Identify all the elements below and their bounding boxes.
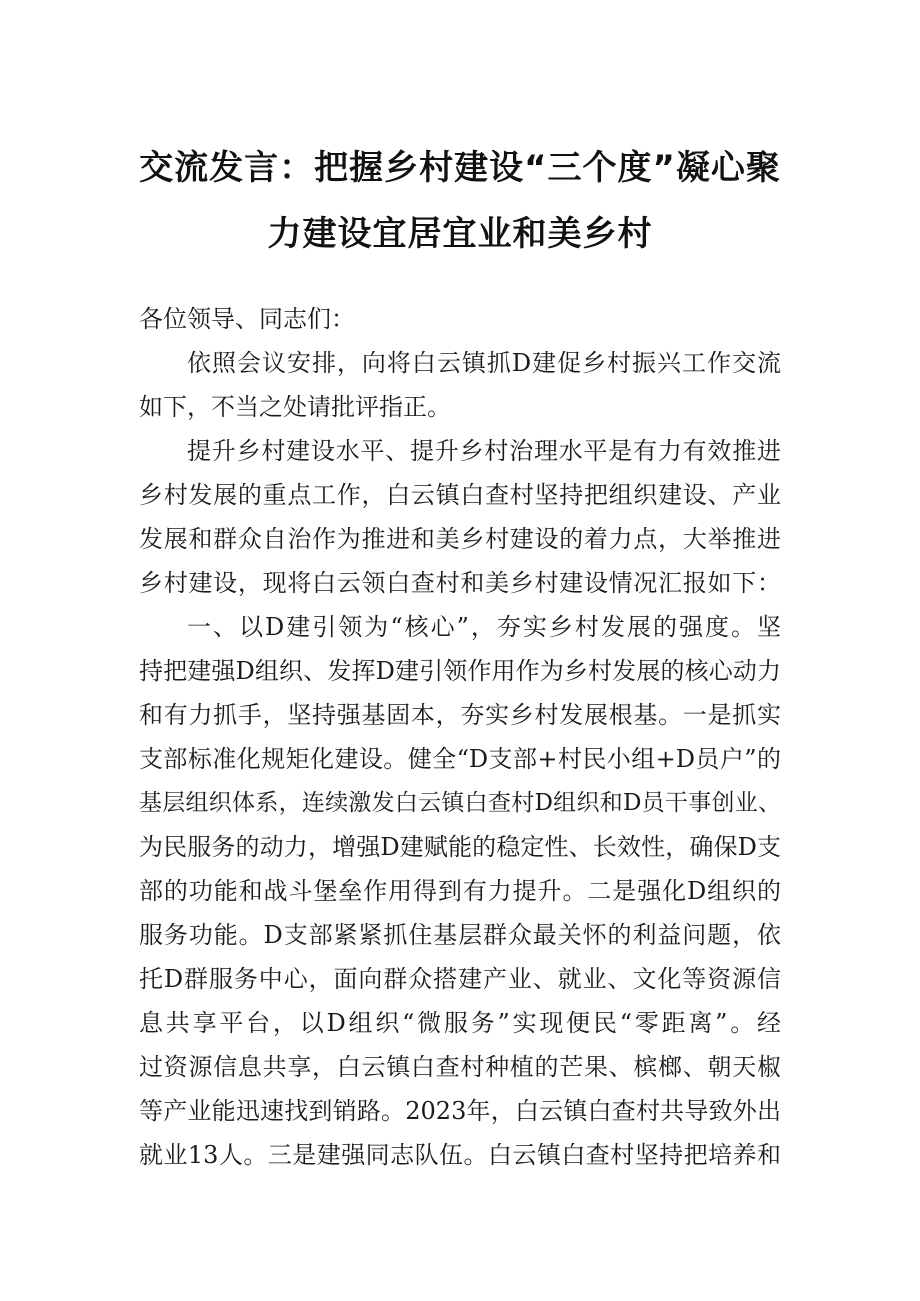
paragraph-line: 就业13人。三是建强同志队伍。白云镇白查村坚持把培养和 [139, 1141, 781, 1169]
document-title-line-1: 交流发言：把握乡村建设“三个度”凝心聚 [139, 148, 781, 188]
paragraph-line: 依照会议安排，向将白云镇抓D建促乡村振兴工作交流 [187, 349, 781, 377]
paragraph-line: 息共享平台，以D组织“微服务”实现便民“零距离”。经 [139, 1009, 781, 1037]
paragraph-line: 过资源信息共享，白云镇白查村种植的芒果、槟榔、朝天椒 [139, 1053, 781, 1081]
paragraph-line: 乡村发展的重点工作，白云镇白查村坚持把组织建设、产业 [139, 481, 781, 509]
paragraph-line: 托D群服务中心，面向群众搭建产业、就业、文化等资源信 [139, 965, 781, 993]
paragraph-line: 支部标准化规矩化建设。健全“D支部+村民小组+D员户”的 [139, 745, 781, 773]
document-body [139, 297, 781, 1177]
paragraph-line: 提升乡村建设水平、提升乡村治理水平是有力有效推进 [187, 437, 781, 465]
paragraph-line: 服务功能。D支部紧紧抓住基层群众最关怀的利益问题，依 [139, 921, 781, 949]
paragraph-line: 乡村建设，现将白云领白查村和美乡村建设情况汇报如下： [139, 569, 781, 597]
paragraph-line: 部的功能和战斗堡垒作用得到有力提升。二是强化D组织的 [139, 877, 781, 905]
paragraph-line: 发展和群众自治作为推进和美乡村建设的着力点，大举推进 [139, 525, 781, 553]
paragraph-line: 等产业能迅速找到销路。2023年，白云镇白查村共导致外出 [139, 1097, 781, 1125]
paragraph-line: 和有力抓手，坚持强基固本，夯实乡村发展根基。一是抓实 [139, 701, 781, 729]
paragraph-line: 基层组织体系，连续激发白云镇白查村D组织和D员干事创业、 [139, 790, 781, 816]
paragraph-line: 持把建强D组织、发挥D建引领作用作为乡村发展的核心动力 [139, 657, 781, 685]
document-title-line-2: 力建设宜居宜业和美乡村 [267, 214, 653, 254]
paragraph-line: 如下，不当之处请批评指正。 [139, 393, 451, 421]
paragraph-line: 为民服务的动力，增强D建赋能的稳定性、长效性，确保D支 [139, 833, 781, 861]
paragraph-line: 一、以D建引领为“核心”，夯实乡村发展的强度。坚 [187, 613, 781, 641]
salutation: 各位领导、同志们： [139, 305, 355, 333]
